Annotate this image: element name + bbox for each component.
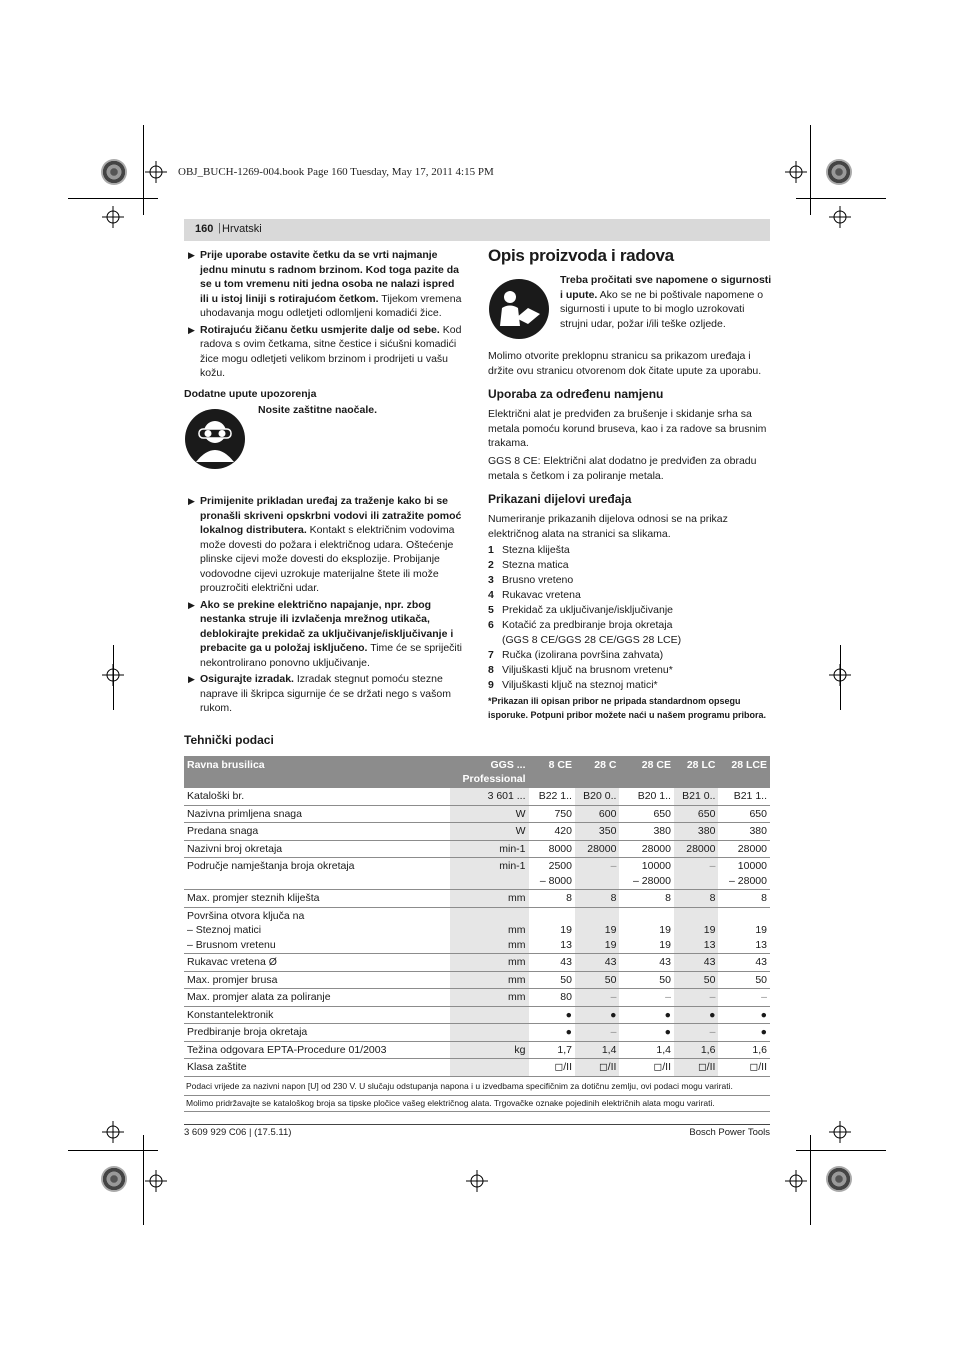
table-cell: 28000 <box>575 840 619 858</box>
table-cell: ● <box>718 1006 770 1024</box>
crop-mark <box>68 1150 158 1151</box>
row-unit: mm <box>450 890 529 908</box>
extra-warnings-title: Dodatne upute upozorenja <box>184 388 317 400</box>
table-cell: 750 <box>529 805 575 823</box>
row-label: Težina odgovara EPTA-Procedure 01/2003 <box>184 1041 450 1059</box>
print-header: OBJ_BUCH-1269-004.book Page 160 Tuesday, May 17, 2011 4:15 PM <box>178 166 494 178</box>
column-header: 28 LC <box>674 756 718 788</box>
crop-mark <box>840 645 841 710</box>
row-label: Max. promjer steznih kliješta <box>184 890 450 908</box>
section-title: Opis proizvoda i radova <box>488 246 674 265</box>
table-cell: 19 13 <box>529 907 575 954</box>
table-cell: ◻/II <box>718 1059 770 1077</box>
table-row <box>184 971 770 989</box>
table-cell: ◻/II <box>619 1059 674 1077</box>
list-item: 7 Ručka (izolirana površina zahvata) <box>488 649 664 661</box>
column-header: 8 CE <box>529 756 575 788</box>
table-row <box>184 840 770 858</box>
row-label: Predana snaga <box>184 823 450 841</box>
language-label: Hrvatski <box>222 223 262 235</box>
table-row <box>184 823 770 841</box>
list-item: 6 Kotačić za predbiranje broja okretaja <box>488 619 673 631</box>
table-cell: 43 <box>718 954 770 972</box>
table-cell: 50 <box>575 971 619 989</box>
table-cell: 8 <box>718 890 770 908</box>
table-row <box>184 1006 770 1024</box>
crop-mark <box>796 1150 886 1151</box>
page-header <box>184 219 770 241</box>
row-unit <box>450 1024 529 1042</box>
bullet-arrow-icon: ▶ <box>188 599 195 610</box>
bullet-arrow-icon: ▶ <box>188 496 195 506</box>
table-cell: 10000 – 28000 <box>619 858 674 890</box>
registration-dial-icon <box>101 1166 127 1192</box>
table-row <box>184 788 770 805</box>
table-header-row <box>184 756 770 788</box>
row-label: Površina otvora ključa na – Steznoj matici – Brusnom vretenu <box>184 907 450 954</box>
footer-code: 3 609 929 C06 | (17.5.11) <box>184 1127 292 1138</box>
column-header: 28 LCE <box>718 756 770 788</box>
crosshair-icon <box>829 206 851 228</box>
list-item: 2 Stezna matica <box>488 559 569 571</box>
crosshair-icon <box>145 1170 167 1192</box>
crop-mark <box>810 1135 811 1225</box>
bullet-arrow-icon: ▶ <box>188 674 195 684</box>
table-row <box>184 1059 770 1077</box>
crop-mark <box>810 125 811 215</box>
list-item: 8 Viljuškasti ključ na brusnom vretenu* <box>488 664 673 676</box>
crosshair-icon <box>102 206 124 228</box>
table-divider <box>184 1095 770 1096</box>
bullet-arrow-icon: ▶ <box>188 250 195 260</box>
table-cell: 8 <box>529 890 575 908</box>
table-cell: ◻/II <box>575 1059 619 1077</box>
table-cell: – <box>674 858 718 890</box>
table-cell: B21 0.. <box>674 788 718 805</box>
warning-item: ▶ Rotirajuću žičanu četku usmjerite dalje od sebe. Kod radova s ovim četkama, sitne čestice i sićušni komadići žice mogu odletjeti velikom brzinom i prodrijeti u vašu kožu. <box>188 323 462 379</box>
table-cell: ● <box>529 1024 575 1042</box>
table-cell: B21 1.. <box>718 788 770 805</box>
table-cell: 1,4 <box>619 1041 674 1059</box>
table-cell: 43 <box>674 954 718 972</box>
table-note: Podaci vrijede za nazivni napon [U] od 230 V. U slučaju odstupanja napona i u izvedbama specifičnim za dotičnu zemlju, ovi podaci mogu varirati. <box>186 1081 733 1091</box>
table-cell: 80 <box>529 989 575 1007</box>
table-row <box>184 858 770 890</box>
left-column-lower <box>186 494 466 718</box>
table-cell: 420 <box>529 823 575 841</box>
table-cell: 380 <box>619 823 674 841</box>
table-cell: 1,6 <box>718 1041 770 1059</box>
crop-mark <box>796 198 886 199</box>
list-item: (GGS 8 CE/GGS 28 CE/GGS 28 LCE) <box>502 634 682 646</box>
table-cell: 1,7 <box>529 1041 575 1059</box>
table-row <box>184 1024 770 1042</box>
crop-mark <box>143 125 144 215</box>
warning-item: ▶ Osigurajte izradak. Izradak stegnut pomoću stezne naprave ili škripca sigurnije će se držati nego s vašom rukom. <box>188 673 451 714</box>
crop-mark <box>68 198 158 199</box>
table-cell: 380 <box>674 823 718 841</box>
table-cell: – <box>674 989 718 1007</box>
registration-dial-icon <box>826 159 852 185</box>
table-cell: 50 <box>529 971 575 989</box>
list-item: 4 Rukavac vretena <box>488 589 581 601</box>
safety-goggles-icon <box>184 408 246 470</box>
list-item: 9 Viljuškasti ključ na steznoj matici* <box>488 679 658 691</box>
list-item: 1 Stezna kliješta <box>488 544 570 556</box>
table-cell: B22 1.. <box>529 788 575 805</box>
divider: | <box>218 222 221 234</box>
table-cell: 19 13 <box>674 907 718 954</box>
table-cell: 43 <box>619 954 674 972</box>
table-cell: ● <box>718 1024 770 1042</box>
crosshair-icon <box>102 1121 124 1143</box>
table-divider <box>184 1111 770 1112</box>
warning-item: ▶ Primijenite prikladan uređaj za traženje kako bi se pronašli skriveni opskrbni vodovi ili zatražite pomoć lokalnog distributera. Kontakt s električnim vodovima može dovesti do požara i električnog udara. Oštećenje plinske cijevi može dovesti do eksplozije. Probijanje vodovodne cijevi uzrokuje materijalne štete ili može prouzročiti električni udar. <box>188 495 462 594</box>
table-cell: 19 13 <box>718 907 770 954</box>
row-unit: mm mm <box>450 907 529 954</box>
tech-title: Tehnički podaci <box>184 733 274 747</box>
table-cell: 650 <box>718 805 770 823</box>
table-cell: 350 <box>575 823 619 841</box>
row-label: Klasa zaštite <box>184 1059 450 1077</box>
table-cell: ● <box>575 1006 619 1024</box>
registration-dial-icon <box>101 159 127 185</box>
table-cell: ◻/II <box>529 1059 575 1077</box>
table-cell: B20 0.. <box>575 788 619 805</box>
row-label: Max. promjer alata za poliranje <box>184 989 450 1007</box>
spec-table <box>184 756 770 1077</box>
use-title: Uporaba za određenu namjenu <box>488 387 664 401</box>
use-paragraph: GGS 8 CE: Električni alat dodatno je predviđen za obradu metala s četkom i za poliranje metala. <box>488 455 757 482</box>
table-row <box>184 805 770 823</box>
crop-mark <box>143 1135 144 1225</box>
table-cell: – <box>575 858 619 890</box>
table-cell: ● <box>619 1024 674 1042</box>
table-cell: ◻/II <box>674 1059 718 1077</box>
table-cell: 10000 – 28000 <box>718 858 770 890</box>
row-unit <box>450 1059 529 1077</box>
table-row <box>184 1041 770 1059</box>
list-item: 5 Prekidač za uključivanje/isključivanje <box>488 604 673 616</box>
table-cell: B20 1.. <box>619 788 674 805</box>
table-note: Molimo pridržavajte se kataloškog broja sa tipske pločice vašeg električnog alata. Trgovačke oznake pojedinih električnih alata mogu varirati. <box>186 1098 715 1108</box>
table-cell: 28000 <box>674 840 718 858</box>
crosshair-icon <box>829 1121 851 1143</box>
crosshair-icon <box>466 1170 488 1192</box>
row-label: Područje namještanja broja okretaja <box>184 858 450 890</box>
table-cell: 28000 <box>619 840 674 858</box>
table-cell: 19 19 <box>619 907 674 954</box>
fold-out-note: Molimo otvorite preklopnu stranicu sa prikazom uređaja i držite ovu stranicu otvorenom dok čitate upute za uporabu. <box>488 350 762 377</box>
use-paragraph: Električni alat je predviđen za brušenje i skidanje srha sa metala pomoću korund bruseva, kao i za radove sa brusnim trakama. <box>488 408 767 449</box>
goggles-label: Nosite zaštitne naočale. <box>258 404 378 416</box>
table-cell: – <box>575 1024 619 1042</box>
row-label: Kataloški br. <box>184 788 450 805</box>
row-label: Nazivni broj okretaja <box>184 840 450 858</box>
table-cell: 8000 <box>529 840 575 858</box>
table-cell: 8 <box>674 890 718 908</box>
parts-title: Prikazani dijelovi uređaja <box>488 492 632 506</box>
table-cell: 2500 – 8000 <box>529 858 575 890</box>
row-unit: 3 601 ... <box>450 788 529 805</box>
table-cell: – <box>619 989 674 1007</box>
page-number: 160 <box>195 223 214 235</box>
table-cell: – <box>575 989 619 1007</box>
parts-intro: Numeriranje prikazanih dijelova odnosi se na prikaz električnog alata na stranici sa slikama. <box>488 513 728 540</box>
left-column <box>186 248 466 383</box>
table-cell: 1,6 <box>674 1041 718 1059</box>
crop-mark <box>113 645 114 710</box>
column-header: GGS ... Professional <box>450 756 529 788</box>
table-row <box>184 890 770 908</box>
column-header: Ravna brusilica <box>184 756 450 788</box>
row-label: Max. promjer brusa <box>184 971 450 989</box>
table-cell: 380 <box>718 823 770 841</box>
accessory-note: *Prikazan ili opisan pribor ne pripada standardnom opsegu isporuke. Potpuni pribor možete naći u našem programu pribora. <box>488 696 767 720</box>
table-cell: 50 <box>718 971 770 989</box>
row-unit: mm <box>450 954 529 972</box>
column-header: 28 C <box>575 756 619 788</box>
read-instructions: Treba pročitati sve napomene o sigurnosti i upute. Ako se ne bi poštivale napomene o sigurnosti i upute to bi moglo uzrokovati strujni udar, požar i/ili teške ozljede. <box>560 274 772 330</box>
table-cell: – <box>674 1024 718 1042</box>
table-cell: 650 <box>674 805 718 823</box>
crosshair-icon <box>785 161 807 183</box>
row-unit: W <box>450 823 529 841</box>
table-cell: 600 <box>575 805 619 823</box>
table-cell: ● <box>674 1006 718 1024</box>
footer-rule <box>184 1124 770 1125</box>
warning-item: ▶ Prije uporabe ostavite četku da se vrti najmanje jednu minutu s radnom brzinom. Kod toga pazite da se u tom vremenu niti jedna osoba ne nalazi ispred ili u istoj liniji s rotirajućom četkom. Tijekom vremena uhodavanja mogu odletjeti odlomljeni komadići žice. <box>188 249 462 319</box>
list-item: 3 Brusno vreteno <box>488 574 574 586</box>
table-cell: ● <box>529 1006 575 1024</box>
table-row <box>184 954 770 972</box>
read-manual-icon <box>488 278 550 340</box>
table-cell: – <box>718 989 770 1007</box>
registration-dial-icon <box>826 1166 852 1192</box>
table-cell: 43 <box>529 954 575 972</box>
table-cell: 50 <box>674 971 718 989</box>
table-cell: 43 <box>575 954 619 972</box>
table-cell: ● <box>619 1006 674 1024</box>
row-label: Konstantelektronik <box>184 1006 450 1024</box>
row-unit: min-1 <box>450 840 529 858</box>
table-row <box>184 907 770 954</box>
row-unit: mm <box>450 971 529 989</box>
table-cell: 8 <box>619 890 674 908</box>
warning-item: ▶ Ako se prekine električno napajanje, npr. zbog nestanka struje ili izvlačenja mrežnog utikača, deblokirajte prekidač za uključivanje/isključivanje i prebacite ga u položaj isključeno. Time će se spriječiti nekontrolirano ponovno uključivanje. <box>188 598 462 669</box>
column-header: 28 CE <box>619 756 674 788</box>
crosshair-icon <box>785 1170 807 1192</box>
row-unit: kg <box>450 1041 529 1059</box>
bullet-arrow-icon: ▶ <box>188 324 195 335</box>
row-label: Rukavac vretena Ø <box>184 954 450 972</box>
table-cell: 8 <box>575 890 619 908</box>
parts-list <box>488 543 770 693</box>
table-cell: 650 <box>619 805 674 823</box>
row-label: Nazivna primljena snaga <box>184 805 450 823</box>
row-unit: min-1 <box>450 858 529 890</box>
crosshair-icon <box>145 161 167 183</box>
table-cell: 28000 <box>718 840 770 858</box>
row-label: Predbiranje broja okretaja <box>184 1024 450 1042</box>
table-cell: 50 <box>619 971 674 989</box>
row-unit: W <box>450 805 529 823</box>
footer-brand: Bosch Power Tools <box>689 1127 770 1138</box>
row-unit <box>450 1006 529 1024</box>
table-row <box>184 989 770 1007</box>
table-cell: 1,4 <box>575 1041 619 1059</box>
table-cell: 19 19 <box>575 907 619 954</box>
row-unit: mm <box>450 989 529 1007</box>
